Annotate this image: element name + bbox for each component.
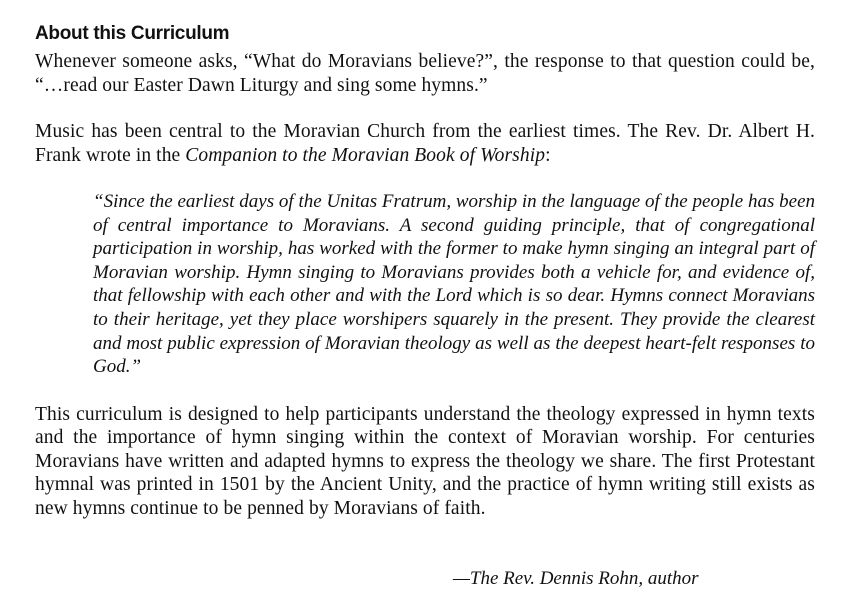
section-heading: About this Curriculum <box>35 23 230 44</box>
curriculum-paragraph: This curriculum is designed to help participants understand the theology expressed in hymn texts and the importance of hymn singing within the context of Moravian worship. For centuries Moravians have written and adapted hymns to express the theology we share. The first Protestant hymnal was printed in 1501 by the Ancient Unity, and the practice of hymn writing still exists as new hymns continue to be penned by Moravians of faith. <box>35 403 815 519</box>
music-paragraph <box>35 120 815 167</box>
author-signature: —The Rev. Dennis Rohn, author <box>453 568 699 589</box>
intro-paragraph: Whenever someone asks, “What do Moravians believe?”, the response to that question could be, “…read our Easter Dawn Liturgy and sing some hymns.” <box>35 51 815 96</box>
music-text-before: Music has been central to the Moravian Church from the earliest times. The Rev. Dr. Albert H. Frank wrote in the <box>35 121 815 166</box>
music-text-after: : <box>545 144 551 166</box>
book-title: Companion to the Moravian Book of Worship <box>185 144 546 166</box>
document-page <box>35 22 815 520</box>
block-quote: “Since the earliest days of the Unitas Fratrum, worship in the language of the people has been of central importance to Moravians. A second guiding principle, that of congregational participation in worship, has worked with the former to make hymn singing an integral part of Moravian worship. Hymn singing to Moravians provides both a vehicle for, and evidence of, that fellowship with each other and with the Lord which is so dear. Hymns connect Moravians to their heritage, yet they place worshipers squarely in the present. They provide the clearest and most public expression of Moravian theology as well as the deepest heart-felt responses to God.” <box>93 191 815 378</box>
